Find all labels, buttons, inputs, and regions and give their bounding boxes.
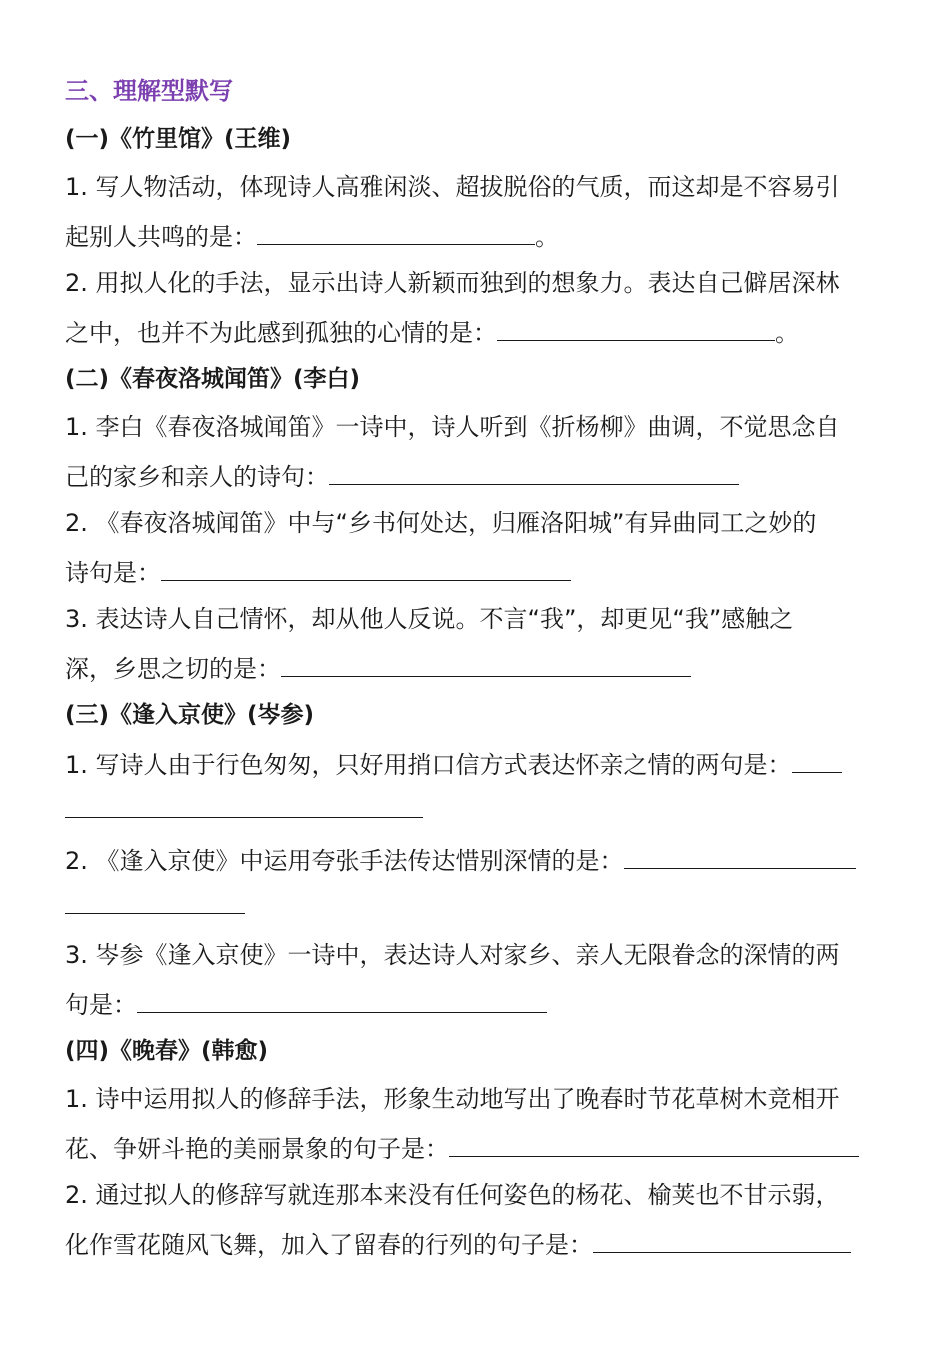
poem-heading-3: (三)《逢入京使》(岑参) <box>65 702 315 728</box>
answer-blank[interactable] <box>281 650 691 677</box>
answer-blank[interactable] <box>449 1130 859 1157</box>
answer-blank[interactable] <box>329 458 739 485</box>
question-2-3-line2: 深，乡思之切的是： <box>65 650 691 684</box>
question-2-1-line1: 1. 李白《春夜洛城闻笛》一诗中，诗人听到《折杨柳》曲调，不觉思念自 <box>65 413 840 441</box>
answer-blank[interactable] <box>497 314 775 341</box>
question-4-1-line1: 1. 诗中运用拟人的修辞手法，形象生动地写出了晚春时节花草树木竞相开 <box>65 1085 840 1113</box>
answer-blank[interactable] <box>593 1226 851 1253</box>
question-1-2-line2: 之中，也并不为此感到孤独的心情的是： 。 <box>65 314 799 348</box>
question-3-3-line2: 句是： <box>65 986 547 1020</box>
question-3-1-line1: 1. 写诗人由于行色匆匆，只好用捎口信方式表达怀亲之情的两句是： <box>65 746 842 780</box>
poem-heading-4: (四)《晚春》(韩愈) <box>65 1038 269 1064</box>
question-4-2-line2: 化作雪花随风飞舞，加入了留春的行列的句子是： <box>65 1226 851 1260</box>
question-2-1-line2: 己的家乡和亲人的诗句： <box>65 458 739 492</box>
question-4-1-line2: 花、争妍斗艳的美丽景象的句子是： <box>65 1130 859 1164</box>
answer-blank[interactable] <box>161 554 571 581</box>
question-1-1-line1: 1. 写人物活动，体现诗人高雅闲淡、超拔脱俗的气质，而这却是不容易引 <box>65 173 840 201</box>
answer-blank-continuation[interactable] <box>65 913 245 914</box>
answer-blank[interactable] <box>624 842 856 869</box>
answer-blank-continuation[interactable] <box>65 817 423 818</box>
question-2-3-line1: 3. 表达诗人自己情怀，却从他人反说。不言“我”，却更见“我”感触之 <box>65 605 794 633</box>
answer-blank[interactable] <box>792 746 842 773</box>
question-4-2-line1: 2. 通过拟人的修辞写就连那本来没有任何姿色的杨花、榆荚也不甘示弱， <box>65 1181 840 1209</box>
answer-blank[interactable] <box>257 218 535 245</box>
poem-heading-2: (二)《春夜洛城闻笛》(李白) <box>65 366 361 392</box>
poem-heading-1: (一)《竹里馆》(王维) <box>65 126 292 152</box>
question-3-3-line1: 3. 岑参《逢入京使》一诗中，表达诗人对家乡、亲人无限眷念的深情的两 <box>65 941 840 969</box>
question-3-2-line1: 2. 《逢入京使》中运用夸张手法传达惜别深情的是： <box>65 842 856 876</box>
section-title: 三、理解型默写 <box>65 77 233 105</box>
question-1-1-line2: 起别人共鸣的是： 。 <box>65 218 559 252</box>
answer-blank[interactable] <box>137 986 547 1013</box>
question-2-2-line2: 诗句是： <box>65 554 571 588</box>
question-1-2-line1: 2. 用拟人化的手法，显示出诗人新颖而独到的想象力。表达自己僻居深林 <box>65 269 840 297</box>
question-2-2-line1: 2. 《春夜洛城闻笛》中与“乡书何处达，归雁洛阳城”有异曲同工之妙的 <box>65 509 817 537</box>
